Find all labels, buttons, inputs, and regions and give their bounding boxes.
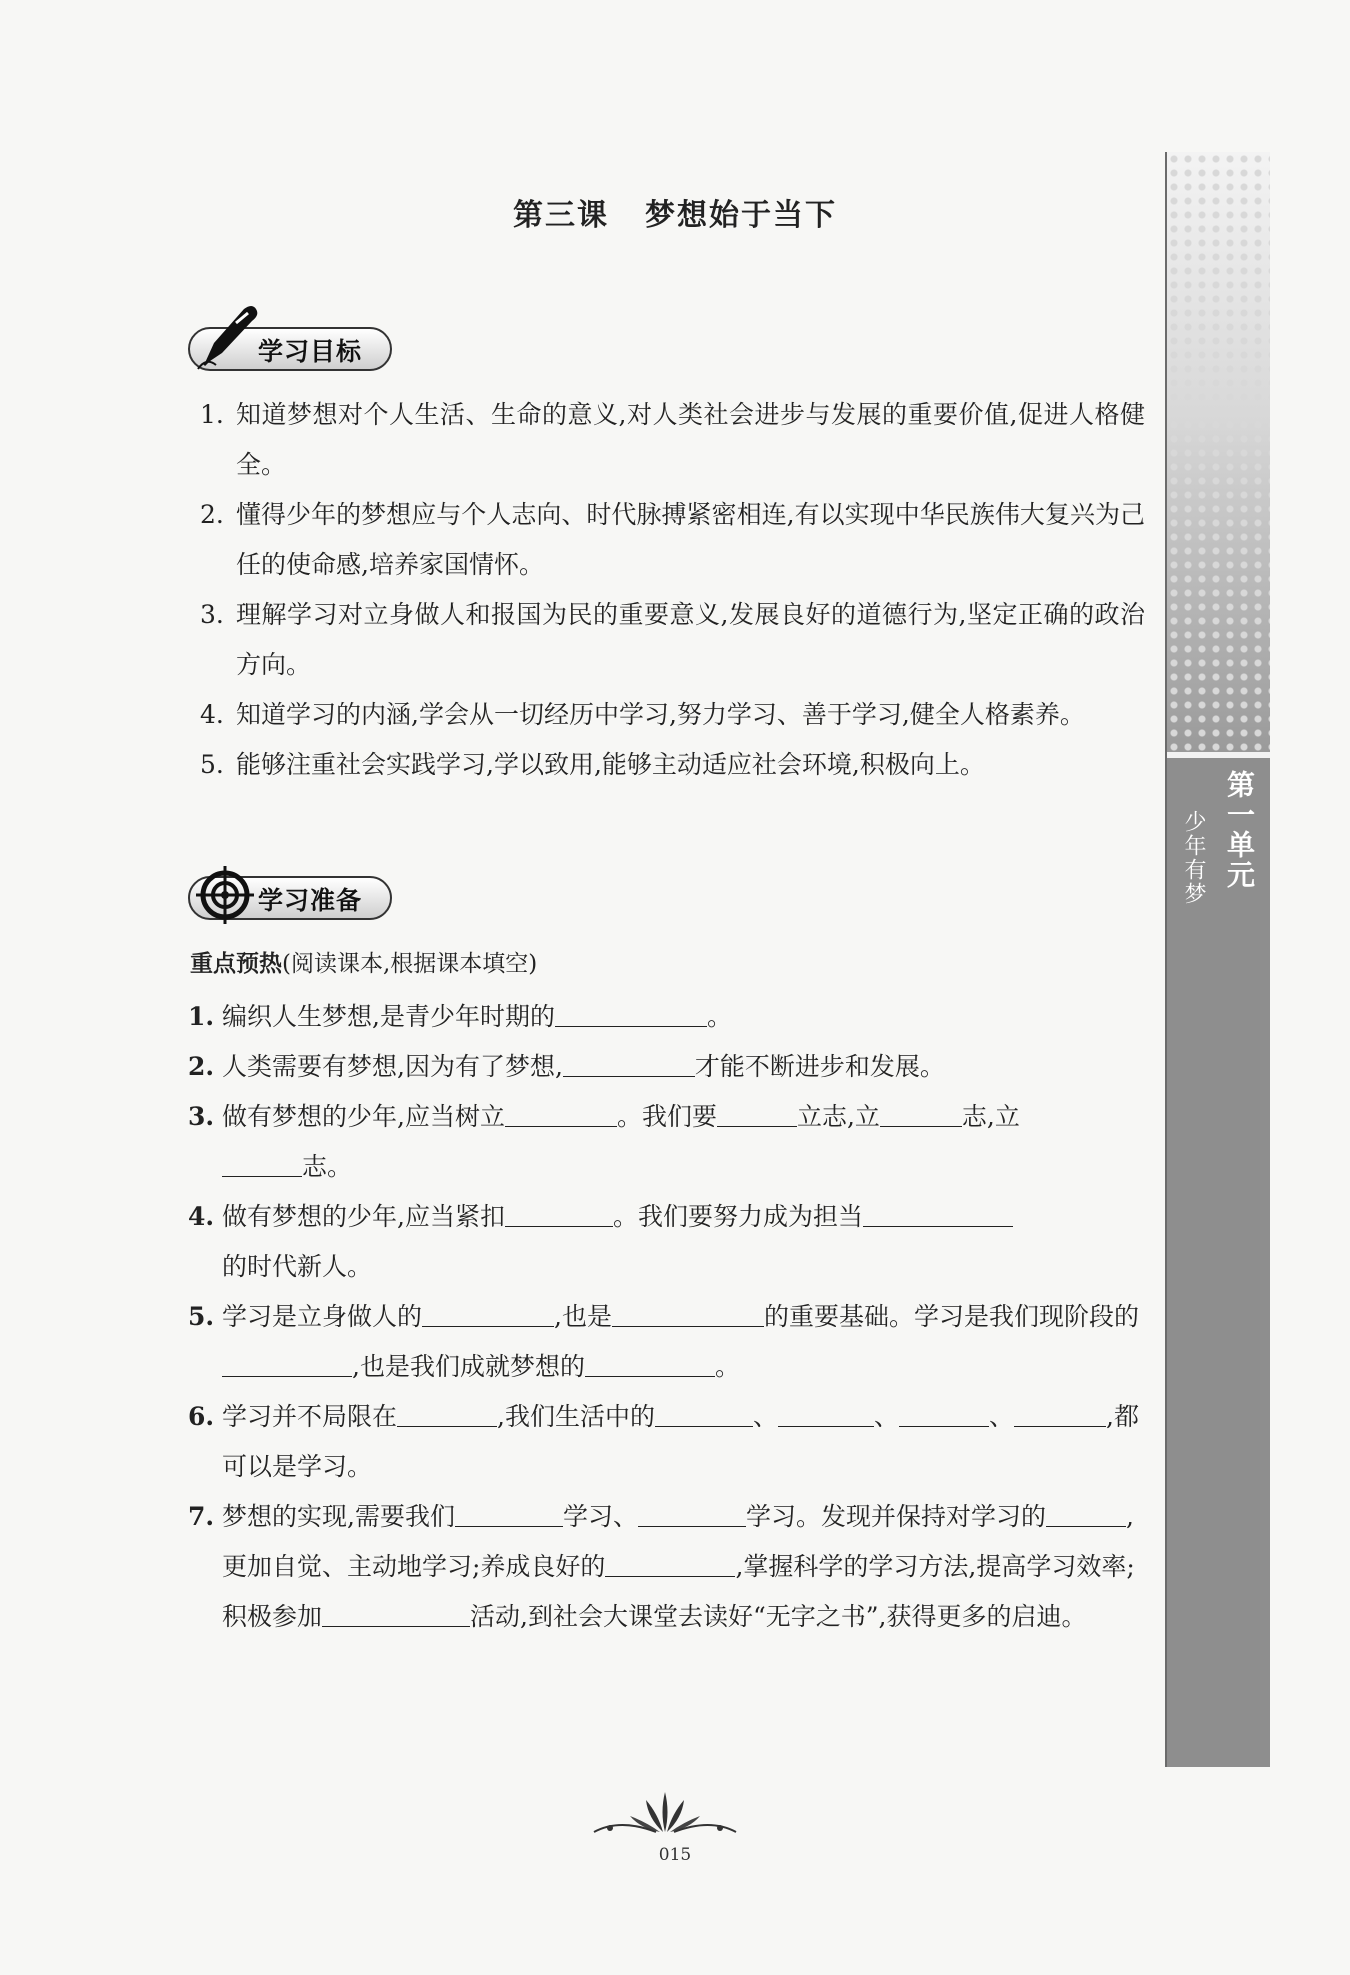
- question-text: [222, 1392, 1145, 1492]
- side-divider: [1167, 752, 1270, 758]
- question-part: 。: [706, 1002, 732, 1031]
- answer-blank[interactable]: [563, 1046, 695, 1077]
- objective-number: 3.: [200, 600, 224, 629]
- question-part: 学习并不局限在: [222, 1402, 398, 1431]
- pen-icon: [192, 303, 262, 375]
- question-part: 的重要基础。学习是我们现阶段的: [763, 1302, 1139, 1331]
- objective-text: 知道梦想对个人生活、生命的意义,对人类社会进步与发展的重要价值,促进人格健全。: [236, 400, 1145, 479]
- answer-blank[interactable]: [863, 1196, 1013, 1227]
- answer-blank[interactable]: [505, 1096, 617, 1127]
- question-part: 才能不断进步和发展。: [694, 1052, 945, 1081]
- question-text: [222, 1192, 1145, 1292]
- question-number: 4.: [188, 1202, 215, 1231]
- answer-blank[interactable]: [422, 1296, 554, 1327]
- objective-item: [200, 690, 1145, 740]
- question-part: 、: [752, 1402, 778, 1431]
- answer-blank[interactable]: [612, 1296, 764, 1327]
- question-text: [222, 1042, 1145, 1092]
- question-part: 立志,立: [796, 1102, 880, 1131]
- question-7: [188, 1492, 1145, 1642]
- question-text: [222, 1092, 1145, 1192]
- unit-title: 少年有梦: [1181, 810, 1206, 906]
- question-part: 。我们要努力成为担当: [612, 1202, 863, 1231]
- question-part: 。: [714, 1352, 740, 1381]
- question-1: [188, 992, 1145, 1042]
- answer-blank[interactable]: [655, 1396, 753, 1427]
- answer-blank[interactable]: [1046, 1496, 1126, 1527]
- target-icon: [194, 864, 256, 926]
- question-text: [222, 1492, 1145, 1642]
- question-part: 编织人生梦想,是青少年时期的: [222, 1002, 555, 1031]
- objective-item: [200, 590, 1145, 690]
- side-unit-label: [1167, 770, 1270, 910]
- question-text: [222, 992, 1145, 1042]
- question-part: 、: [873, 1402, 899, 1431]
- answer-blank[interactable]: [1014, 1396, 1106, 1427]
- objectives-list: [200, 390, 1145, 790]
- question-part: 活动,到社会大课堂去读好“无字之书”,获得更多的启迪。: [470, 1602, 1087, 1631]
- answer-blank[interactable]: [778, 1396, 874, 1427]
- unit-number: 第一单元: [1223, 770, 1256, 890]
- answer-blank[interactable]: [605, 1546, 735, 1577]
- unit-side-tab: [1165, 152, 1270, 1767]
- answer-blank[interactable]: [638, 1496, 746, 1527]
- question-part: 学习、: [562, 1502, 638, 1531]
- exercise-heading-bold: 重点预热: [190, 951, 282, 977]
- exercise-heading-note: (阅读课本,根据课本填空): [282, 951, 538, 977]
- answer-blank[interactable]: [322, 1596, 470, 1627]
- question-part: 梦想的实现,需要我们: [222, 1502, 455, 1531]
- question-text: [222, 1292, 1145, 1392]
- objectives-label: 学习目标: [258, 337, 363, 366]
- question-part: 志。: [302, 1152, 353, 1181]
- question-4: [188, 1192, 1145, 1292]
- page-number: 015: [658, 1845, 692, 1865]
- question-part: 的时代新人。: [222, 1252, 373, 1281]
- question-part: 学习是立身做人的: [222, 1302, 423, 1331]
- question-5: [188, 1292, 1145, 1392]
- objective-number: 5.: [200, 750, 224, 779]
- answer-blank[interactable]: [455, 1496, 563, 1527]
- question-2: [188, 1042, 1145, 1092]
- objectives-badge: [188, 327, 392, 371]
- objective-number: 2.: [200, 500, 224, 529]
- lesson-number: 第三课: [513, 198, 609, 233]
- objective-text: 懂得少年的梦想应与个人志向、时代脉搏紧密相连,有以实现中华民族伟大复兴为己任的使命感,培养家国情怀。: [236, 500, 1145, 579]
- question-part: 志,立: [961, 1102, 1020, 1131]
- preparation-badge: [188, 876, 392, 920]
- question-part: ,更加自觉、主动地学习;养成良好的: [222, 1502, 1134, 1581]
- page-title: [0, 190, 1350, 234]
- objective-text: 知道学习的内涵,学会从一切经历中学习,努力学习、善于学习,健全人格素养。: [236, 700, 1085, 729]
- question-part: 学习。发现并保持对学习的: [745, 1502, 1046, 1531]
- answer-blank[interactable]: [222, 1146, 302, 1177]
- question-number: 2.: [188, 1052, 215, 1081]
- question-part: ,也是我们成就梦想的: [352, 1352, 585, 1381]
- question-number: 6.: [188, 1402, 215, 1431]
- answer-blank[interactable]: [585, 1346, 715, 1377]
- preparation-label: 学习准备: [258, 886, 363, 915]
- answer-blank[interactable]: [899, 1396, 989, 1427]
- question-number: 5.: [188, 1302, 215, 1331]
- exercise-heading: [190, 945, 537, 978]
- question-part: 。我们要: [616, 1102, 717, 1131]
- objective-number: 1.: [200, 400, 224, 429]
- fill-in-questions: [188, 992, 1145, 1642]
- answer-blank[interactable]: [555, 996, 707, 1027]
- question-part: 、: [989, 1402, 1015, 1431]
- question-3: [188, 1092, 1145, 1192]
- question-number: 3.: [188, 1102, 215, 1131]
- answer-blank[interactable]: [505, 1196, 613, 1227]
- answer-blank[interactable]: [397, 1396, 497, 1427]
- objective-number: 4.: [200, 700, 224, 729]
- objective-item: [200, 490, 1145, 590]
- answer-blank[interactable]: [880, 1096, 962, 1127]
- question-part: ,都可以是学习。: [222, 1402, 1139, 1481]
- question-part: 做有梦想的少年,应当紧扣: [222, 1202, 505, 1231]
- side-halftone-pattern: [1167, 152, 1270, 752]
- question-number: 1.: [188, 1002, 215, 1031]
- question-part: ,掌握科学的学习方法,提高学习效率;积极参加: [222, 1552, 1135, 1631]
- objective-item: [200, 740, 1145, 790]
- answer-blank[interactable]: [717, 1096, 797, 1127]
- lesson-name: 梦想始于当下: [645, 198, 837, 233]
- question-part: 人类需要有梦想,因为有了梦想,: [222, 1052, 563, 1081]
- objective-item: [200, 390, 1145, 490]
- question-number: 7.: [188, 1502, 215, 1531]
- question-part: ,也是: [554, 1302, 612, 1331]
- question-6: [188, 1392, 1145, 1492]
- question-part: ,我们生活中的: [497, 1402, 655, 1431]
- question-part: 做有梦想的少年,应当树立: [222, 1102, 505, 1131]
- objective-text: 能够注重社会实践学习,学以致用,能够主动适应社会环境,积极向上。: [236, 750, 985, 779]
- objective-text: 理解学习对立身做人和报国为民的重要意义,发展良好的道德行为,坚定正确的政治方向。: [236, 600, 1145, 679]
- answer-blank[interactable]: [222, 1346, 352, 1377]
- leaf-ornament-icon: [590, 1788, 740, 1838]
